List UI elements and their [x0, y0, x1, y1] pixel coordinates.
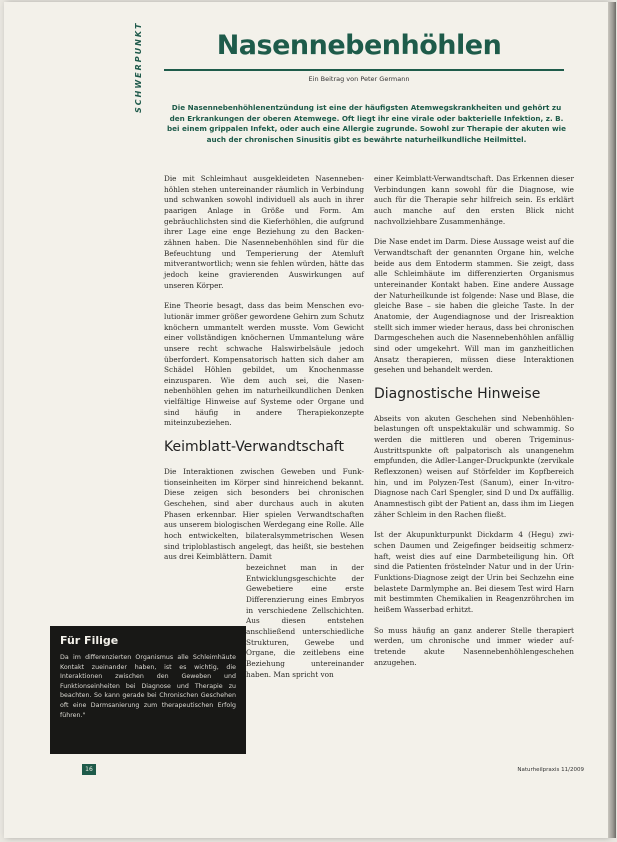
body-paragraph: Die Nase endet im Darm. Diese Aussage weist auf die Verwandtschaft der genannten Organe hin, welche beide aus dem Entoderm stammen. Sie zeigt, dass alle Schleimhäute im differenzierten Organismus untereinander Kontakt haben. Eine andere Aussage der Naturheilkunde ist folgende: Nase und Blase, die gleiche Base – sie haben die gleiche Taste. In der Anatomie, der Augendiagnose und der Irisreaktion stellt sich immer wieder heraus, dass bei chronischen Darmgeschehen auch die Nasennebenhöhlen anfällig sind oder umgekehrt. Will man im ganzheitlichen Ansatz therapieren, müssen diese Interaktionen gesehen und behandelt werden. — [374, 237, 574, 375]
box-title: Für Filige — [60, 634, 119, 647]
body-paragraph: einer Keimblatt-Verwandtschaft. Das Erkennen dieser Verbindungen kann sowohl für die Diagnose, wie auch für die Therapie sehr hilfreich sein. Es erklärt auch manche auf den ersten Blick nicht nachvollziehbare Zusammenhänge. — [374, 174, 574, 226]
byline: Ein Beitrag von Peter Germann — [308, 75, 410, 83]
body-paragraph: So muss häufig an ganz anderer Stelle therapiert werden, um chronische und immer wieder auftretende akute Nasennebenhöhlengeschehen anzugehen. — [374, 625, 574, 667]
right-column — [374, 174, 574, 678]
body-paragraph: Abseits von akuten Geschehen sind Nebenhöhlenbelastungen oft unspektakulär und schwammig. So werden die mittleren und oberen Trigeminus-Austrittspunkte oft palpatorisch als unangenehm empfunden, die Adler-Langer-Druckpunkte (zervikale Reflexzonen) weisen auf Störfelder im Kopfbereich hin, und im Polyzen-Test (Sanum), einer In-vitro-Diagnose nach Carl Spengler, sind D und Dx auffällig. Anamnestisch gibt der Patient an, dass ihm im Liegen zäher Schleim in den Rachen fließt. — [374, 413, 574, 519]
sidebar-box — [50, 626, 246, 754]
body-paragraph: Die mit Schleimhaut ausgekleideten Nasennebenhöhlen stehen untereinander räumlich in Verbindung und schwanken sowohl individuell als auch in ihrer paarigen Anlage in Größe und Form. Am gebräuchlichsten sind die Kieferhöhlen, die aufgrund ihrer Lage eine enge Beziehung zu den Backenzähnen haben. Die Nasennebenhöhlen sind für die Befeuchtung und Temperierung der Atemluft mitverantwortlich; wenn sie fehlen würden, hätte das jedoch keine gravierenden Auswirkungen auf unseren Körper. — [164, 174, 364, 290]
footer-issue: Naturheilpraxis 11/2009 — [517, 767, 584, 773]
magazine-page — [4, 2, 608, 838]
body-paragraph: Die Interaktionen zwischen Geweben und Funktionseinheiten im Körper sind hinreichend bekannt. Diese zeigen sich besonders bei chronischen Geschehen, sind aber durchaus auch in akuten Phasen erkennbar. Hier spielen Verwandtschaften aus unserem biologischen Werdegang eine Rolle. Alle hoch entwickelten, bilateralsymmetrischen Wesen sind triploblastisch angelegt, das heißt, sie bestehen aus drei Keimblättern. Damit — [164, 467, 364, 562]
body-paragraph: Ist der Akupunkturpunkt Dickdarm 4 (Hegu) zwischen Daumen und Zeigefinger beidseitig schmerzhaft, weist dies auf eine Darmbeteiligung hin. Oft sind die Patienten fröstelnder Natur und in der Urin-Funktions-Diagnose zeigt der Urin bei Sechzehn eine belastete Darmlymphe an. Bei diesem Test wird Harn mit bestimmten Chemikalien in Reagenzröhrchen im heißem Wasserbad erhitzt. — [374, 530, 574, 614]
body-paragraph: Eine Theorie besagt, dass das beim Menschen evolutionär immer größer gewordene Gehirn zum Schutz knöchern ummantelt werden musste. Vom Gewicht einer vollständigen knöchernen Ummantelung wäre unsere recht schwache Halswirbelsäule jedoch überfordert. Kompensatorisch hatten sich daher am Schädel Höhlen gebildet, um Knochenmasse einzusparen. Wie dem auch sei, die Nasennebenhöhlen gehen im naturheilkundlichen Denken vielfältige Hinweise auf Systeme oder Organe und sind häufig in andere Therapiekonzepte miteinzubeziehen. — [164, 301, 364, 428]
page-number: 16 — [82, 764, 96, 775]
section-heading: Keimblatt-Verwandtschaft — [164, 439, 344, 456]
body-paragraph: bezeichnet man in der Entwicklungsgeschichte der Gewebetiere eine erste Differenzierung eines Embryos in verschiedene Zellschichten. Aus diesen entstehen anschließend unterschiedliche Strukturen, Gewebe und Organe, die zeitlebens eine Beziehung untereinander haben. Man spricht von — [246, 563, 364, 679]
lead-paragraph: Die Nasennebenhöhlenentzündung ist eine der häufigsten Atemwegskrankheiten und gehört zu den Erkrankungen der oberen Atemwege. Oft liegt ihr eine virale oder bakterielle Infektion, z. B. bei einem grippalen Infekt, oder auch eine Allergie zugrunde. Sowohl zur Therapie der akuten wie auch der chronischen Sinusitis gibt es bewährte naturheilkundliche Heilmittel. — [167, 103, 566, 144]
section-heading: Diagnostische Hinweise — [374, 385, 541, 402]
box-text: Da im differenzierten Organismus alle Schleimhäute Kontakt zueinander haben, ist es wichtig, die Interaktionen zwischen den Geweben und Funktionseinheiten bei Diagnose und Therapie zu beachten. So kann gerade bei Chronischen Geschehen oft eine Darmsanierung zum therapeutischen Erfolg führen." — [60, 654, 236, 719]
article-title: Nasennebenhöhlen — [216, 30, 502, 61]
section-label: SCHWERPUNKT — [134, 22, 143, 114]
left-column — [164, 174, 364, 690]
title-rule — [164, 69, 564, 71]
